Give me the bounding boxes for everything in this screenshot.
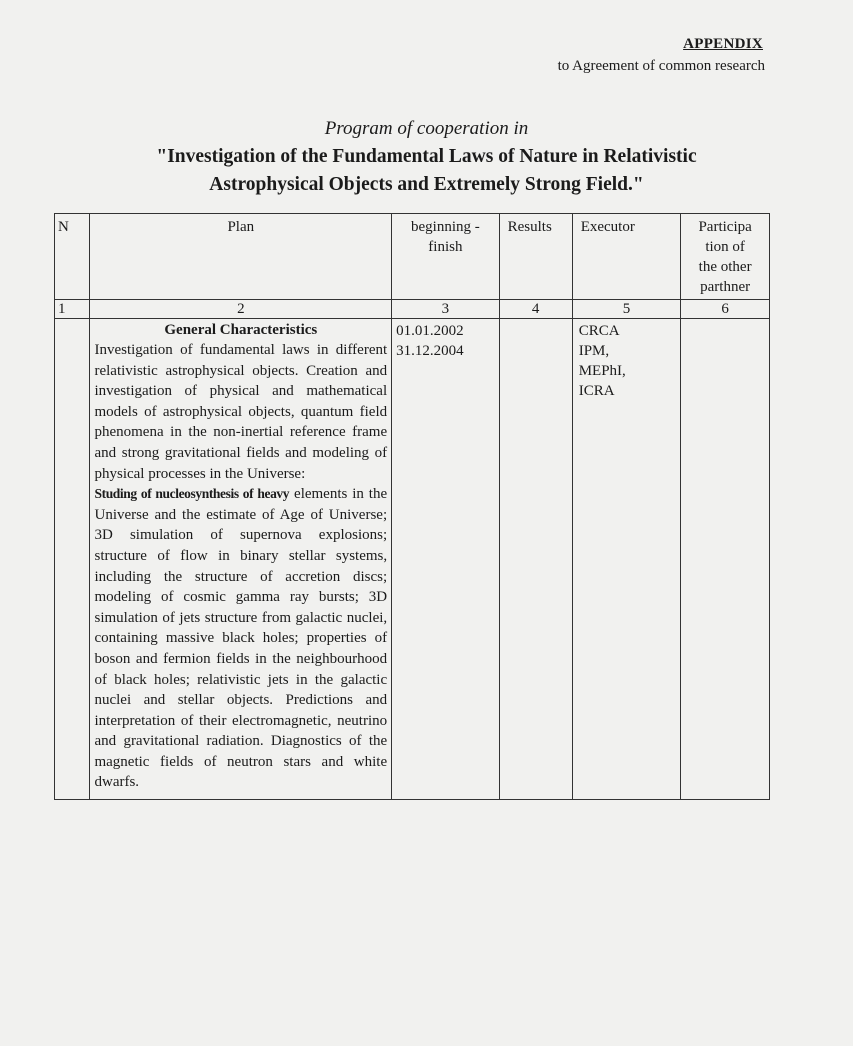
column-number-row xyxy=(55,300,770,319)
header-row xyxy=(55,214,770,300)
executor-cell xyxy=(572,319,681,800)
column-number: 6 xyxy=(681,300,770,319)
plan-cell xyxy=(90,319,392,800)
header-n: N xyxy=(55,214,90,300)
program-title: Program of cooperation in xyxy=(324,118,529,139)
row-number-cell xyxy=(55,319,90,800)
header-participation-line-3: the other xyxy=(698,259,752,275)
header-dates-line-1: beginning - xyxy=(411,219,480,235)
results-cell xyxy=(499,319,572,800)
agreement-label: to Agreement of common research xyxy=(557,58,765,74)
main-title xyxy=(60,143,793,199)
header-dates-line-2: finish xyxy=(428,239,463,255)
begin-date: 01.01.2002 xyxy=(396,323,464,339)
column-number: 5 xyxy=(572,300,681,319)
header-results: Results xyxy=(499,214,572,300)
plan-heading: General Characteristics xyxy=(164,322,318,338)
header-participation xyxy=(681,214,770,300)
header-executor: Executor xyxy=(572,214,681,300)
plan-text xyxy=(94,340,387,793)
header-dates xyxy=(392,214,500,300)
header-participation-line-1: Participa xyxy=(698,219,752,235)
plan-paragraph-2-start: Studing of nucleosynthesis of heavy xyxy=(94,486,290,502)
plan-paragraph-2-rest: elements in the Universe and the estimate of Age of Universe; 3D simulation of supernova explosions; structure of flow in binary stellar systems, including the structure of accretion discs; modeling of cosmic gamma ray bursts; 3D simulation of jets structure from galactic nuclei, containing massive black holes; properties of boson and fermion fields in the neighbourhood of black holes; relativistic jets in the galactic nuclei and stellar objects. Predictions and interpretation of their electromagnetic, neutrino and gravitational radiation. Diagnostics of the magnetic fields of neutron stars and white dwarfs. xyxy=(94,486,388,791)
header-participation-line-4: parthner xyxy=(700,279,751,295)
header-participation-line-2: tion of xyxy=(705,239,745,255)
column-number: 3 xyxy=(392,300,500,319)
column-number: 4 xyxy=(499,300,572,319)
header-plan: Plan xyxy=(90,214,392,300)
table-row xyxy=(55,319,770,800)
dates-cell xyxy=(392,319,500,800)
appendix-label: APPENDIX xyxy=(683,36,763,52)
executor-item: IPM, xyxy=(578,343,610,359)
cooperation-table xyxy=(54,213,770,800)
participation-cell xyxy=(681,319,770,800)
column-number: 1 xyxy=(55,300,90,319)
plan-paragraph-1: Investigation of fundamental laws in different relativistic astrophysical objects. Creation and investigation of physical and mathematical models of astrophysical objects, quantum field phenomena in the non-inertial reference frame and strong gravitational fields and modeling of physical processes in the Universe: xyxy=(94,342,388,482)
executor-item: CRCA xyxy=(578,323,620,339)
executor-item: MEPhI, xyxy=(578,363,626,379)
main-title-line-1: "Investigation of the Fundamental Laws of Nature in Relativistic xyxy=(156,146,697,167)
column-number: 2 xyxy=(90,300,392,319)
main-title-line-2: Astrophysical Objects and Extremely Strong Field." xyxy=(209,174,644,195)
executor-item: ICRA xyxy=(578,383,615,399)
end-date: 31.12.2004 xyxy=(396,343,464,359)
plan-paragraph-2 xyxy=(94,484,387,793)
